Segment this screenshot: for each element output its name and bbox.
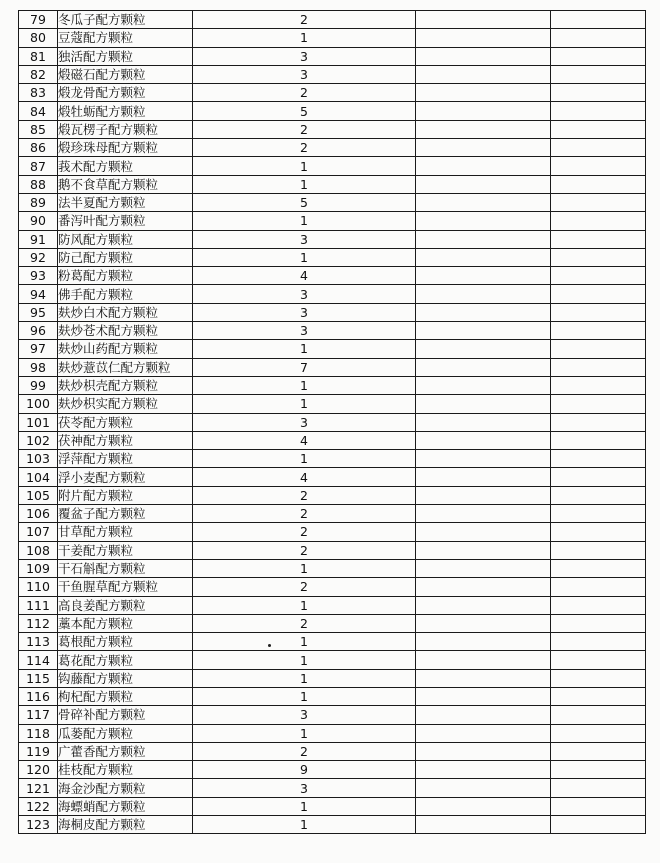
row-number-cell: 103: [19, 450, 58, 468]
table-row: [19, 120, 646, 138]
row-number-cell: 113: [19, 633, 58, 651]
table-row: [19, 139, 646, 157]
empty-cell: [416, 193, 551, 211]
row-number-cell: 83: [19, 84, 58, 102]
row-number-cell: 119: [19, 742, 58, 760]
empty-cell: [551, 468, 646, 486]
quantity-cell: 1: [193, 340, 416, 358]
row-number-cell: 96: [19, 322, 58, 340]
quantity-cell: 2: [193, 84, 416, 102]
quantity-cell: 1: [193, 450, 416, 468]
herb-name-cell: 瓜蒌配方颗粒: [58, 724, 193, 742]
herb-name-cell: 高良姜配方颗粒: [58, 596, 193, 614]
empty-cell: [416, 468, 551, 486]
herb-name-cell: 茯神配方颗粒: [58, 431, 193, 449]
table-row: [19, 285, 646, 303]
herb-name-cell: 麸炒苍术配方颗粒: [58, 322, 193, 340]
table-row: [19, 578, 646, 596]
empty-cell: [551, 541, 646, 559]
row-number-cell: 109: [19, 559, 58, 577]
herb-name-cell: 浮萍配方颗粒: [58, 450, 193, 468]
empty-cell: [551, 157, 646, 175]
empty-cell: [551, 724, 646, 742]
empty-cell: [551, 669, 646, 687]
table-row: [19, 559, 646, 577]
quantity-cell: 1: [193, 29, 416, 47]
quantity-cell: 4: [193, 267, 416, 285]
table-row: [19, 651, 646, 669]
herb-name-cell: 葛根配方颗粒: [58, 633, 193, 651]
empty-cell: [551, 47, 646, 65]
empty-cell: [551, 65, 646, 83]
quantity-cell: 4: [193, 431, 416, 449]
empty-cell: [551, 120, 646, 138]
quantity-cell: 1: [193, 212, 416, 230]
quantity-cell: 2: [193, 139, 416, 157]
herb-name-cell: 附片配方颗粒: [58, 486, 193, 504]
table-row: [19, 230, 646, 248]
herb-name-cell: 干姜配方颗粒: [58, 541, 193, 559]
herb-name-cell: 钩藤配方颗粒: [58, 669, 193, 687]
herb-name-cell: 枸杞配方颗粒: [58, 687, 193, 705]
empty-cell: [551, 559, 646, 577]
table-row: [19, 614, 646, 632]
empty-cell: [551, 505, 646, 523]
empty-cell: [416, 322, 551, 340]
table-row: [19, 267, 646, 285]
row-number-cell: 117: [19, 706, 58, 724]
quantity-cell: 1: [193, 596, 416, 614]
empty-cell: [551, 450, 646, 468]
herb-name-cell: 麸炒白术配方颗粒: [58, 303, 193, 321]
row-number-cell: 100: [19, 395, 58, 413]
herb-name-cell: 法半夏配方颗粒: [58, 193, 193, 211]
empty-cell: [416, 724, 551, 742]
herb-name-cell: 煅龙骨配方颗粒: [58, 84, 193, 102]
empty-cell: [416, 248, 551, 266]
herb-name-cell: 豆蔻配方颗粒: [58, 29, 193, 47]
herb-name-cell: 骨碎补配方颗粒: [58, 706, 193, 724]
quantity-cell: 5: [193, 102, 416, 120]
quantity-cell: 2: [193, 614, 416, 632]
empty-cell: [416, 578, 551, 596]
row-number-cell: 122: [19, 797, 58, 815]
table-row: [19, 431, 646, 449]
quantity-cell: 3: [193, 65, 416, 83]
empty-cell: [416, 596, 551, 614]
table-row: [19, 413, 646, 431]
herb-name-cell: 甘草配方颗粒: [58, 523, 193, 541]
empty-cell: [416, 505, 551, 523]
herb-name-cell: 鹅不食草配方颗粒: [58, 175, 193, 193]
quantity-cell: 1: [193, 559, 416, 577]
empty-cell: [551, 322, 646, 340]
empty-cell: [416, 340, 551, 358]
quantity-cell: 2: [193, 541, 416, 559]
empty-cell: [416, 779, 551, 797]
quantity-cell: 2: [193, 120, 416, 138]
empty-cell: [551, 248, 646, 266]
empty-cell: [551, 303, 646, 321]
quantity-cell: 1: [193, 816, 416, 834]
empty-cell: [416, 358, 551, 376]
row-number-cell: 102: [19, 431, 58, 449]
empty-cell: [416, 486, 551, 504]
row-number-cell: 87: [19, 157, 58, 175]
quantity-cell: 2: [193, 505, 416, 523]
quantity-cell: 9: [193, 761, 416, 779]
table-row: [19, 724, 646, 742]
table-row: [19, 541, 646, 559]
herb-name-cell: 防风配方颗粒: [58, 230, 193, 248]
table-row: [19, 761, 646, 779]
empty-cell: [416, 65, 551, 83]
herb-name-cell: 番泻叶配方颗粒: [58, 212, 193, 230]
table-row: [19, 505, 646, 523]
row-number-cell: 112: [19, 614, 58, 632]
herb-granule-table: [18, 10, 646, 834]
table-row: [19, 157, 646, 175]
quantity-cell: 7: [193, 358, 416, 376]
empty-cell: [551, 761, 646, 779]
empty-cell: [416, 559, 551, 577]
table-row: [19, 797, 646, 815]
empty-cell: [551, 193, 646, 211]
empty-cell: [551, 212, 646, 230]
herb-name-cell: 藁本配方颗粒: [58, 614, 193, 632]
row-number-cell: 92: [19, 248, 58, 266]
row-number-cell: 88: [19, 175, 58, 193]
row-number-cell: 116: [19, 687, 58, 705]
quantity-cell: 4: [193, 468, 416, 486]
row-number-cell: 84: [19, 102, 58, 120]
empty-cell: [551, 102, 646, 120]
table-row: [19, 84, 646, 102]
empty-cell: [416, 376, 551, 394]
empty-cell: [551, 742, 646, 760]
quantity-cell: 3: [193, 303, 416, 321]
quantity-cell: 1: [193, 248, 416, 266]
herb-name-cell: 粉葛配方颗粒: [58, 267, 193, 285]
herb-name-cell: 葛花配方颗粒: [58, 651, 193, 669]
row-number-cell: 97: [19, 340, 58, 358]
table-row: [19, 47, 646, 65]
empty-cell: [551, 651, 646, 669]
herb-name-cell: 煅磁石配方颗粒: [58, 65, 193, 83]
row-number-cell: 110: [19, 578, 58, 596]
empty-cell: [416, 29, 551, 47]
row-number-cell: 108: [19, 541, 58, 559]
row-number-cell: 93: [19, 267, 58, 285]
herb-name-cell: 佛手配方颗粒: [58, 285, 193, 303]
herb-name-cell: 海桐皮配方颗粒: [58, 816, 193, 834]
quantity-cell: 1: [193, 797, 416, 815]
herb-name-cell: 防己配方颗粒: [58, 248, 193, 266]
row-number-cell: 99: [19, 376, 58, 394]
empty-cell: [416, 102, 551, 120]
row-number-cell: 81: [19, 47, 58, 65]
table-row: [19, 376, 646, 394]
empty-cell: [416, 120, 551, 138]
empty-cell: [551, 267, 646, 285]
quantity-cell: 2: [193, 486, 416, 504]
row-number-cell: 86: [19, 139, 58, 157]
row-number-cell: 101: [19, 413, 58, 431]
empty-cell: [416, 230, 551, 248]
quantity-cell: 1: [193, 687, 416, 705]
table-row: [19, 816, 646, 834]
row-number-cell: 104: [19, 468, 58, 486]
empty-cell: [551, 340, 646, 358]
empty-cell: [416, 687, 551, 705]
row-number-cell: 98: [19, 358, 58, 376]
row-number-cell: 80: [19, 29, 58, 47]
quantity-cell: 2: [193, 11, 416, 29]
row-number-cell: 89: [19, 193, 58, 211]
empty-cell: [416, 84, 551, 102]
empty-cell: [551, 797, 646, 815]
quantity-cell: 3: [193, 322, 416, 340]
table-row: [19, 303, 646, 321]
row-number-cell: 90: [19, 212, 58, 230]
empty-cell: [551, 175, 646, 193]
herb-name-cell: 煅珍珠母配方颗粒: [58, 139, 193, 157]
empty-cell: [416, 157, 551, 175]
table-row: [19, 248, 646, 266]
herb-name-cell: 冬瓜子配方颗粒: [58, 11, 193, 29]
row-number-cell: 123: [19, 816, 58, 834]
table-row: [19, 322, 646, 340]
table-row: [19, 193, 646, 211]
herb-name-cell: 干石斛配方颗粒: [58, 559, 193, 577]
quantity-cell: 3: [193, 779, 416, 797]
quantity-cell: 1: [193, 376, 416, 394]
herb-name-cell: 煅瓦楞子配方颗粒: [58, 120, 193, 138]
row-number-cell: 82: [19, 65, 58, 83]
empty-cell: [551, 578, 646, 596]
table-row: [19, 29, 646, 47]
herb-name-cell: 茯苓配方颗粒: [58, 413, 193, 431]
stray-dot-mark: [268, 644, 271, 647]
herb-name-cell: 浮小麦配方颗粒: [58, 468, 193, 486]
empty-cell: [551, 523, 646, 541]
quantity-cell: 2: [193, 578, 416, 596]
quantity-cell: 3: [193, 413, 416, 431]
herb-name-cell: 独活配方颗粒: [58, 47, 193, 65]
quantity-cell: 3: [193, 285, 416, 303]
table-row: [19, 102, 646, 120]
empty-cell: [551, 431, 646, 449]
table-row: [19, 706, 646, 724]
quantity-cell: 3: [193, 47, 416, 65]
herb-name-cell: 麸炒薏苡仁配方颗粒: [58, 358, 193, 376]
table-body: [19, 11, 646, 834]
empty-cell: [551, 816, 646, 834]
empty-cell: [416, 797, 551, 815]
quantity-cell: 1: [193, 651, 416, 669]
empty-cell: [551, 139, 646, 157]
quantity-cell: 5: [193, 193, 416, 211]
empty-cell: [416, 651, 551, 669]
empty-cell: [551, 413, 646, 431]
empty-cell: [551, 285, 646, 303]
quantity-cell: 3: [193, 706, 416, 724]
empty-cell: [551, 633, 646, 651]
herb-name-cell: 干鱼腥草配方颗粒: [58, 578, 193, 596]
empty-cell: [551, 779, 646, 797]
quantity-cell: 1: [193, 395, 416, 413]
table-row: [19, 486, 646, 504]
quantity-cell: 1: [193, 669, 416, 687]
quantity-cell: 1: [193, 724, 416, 742]
table-row: [19, 633, 646, 651]
empty-cell: [416, 395, 551, 413]
row-number-cell: 79: [19, 11, 58, 29]
empty-cell: [416, 431, 551, 449]
empty-cell: [416, 633, 551, 651]
row-number-cell: 95: [19, 303, 58, 321]
empty-cell: [551, 358, 646, 376]
table-row: [19, 340, 646, 358]
quantity-cell: 1: [193, 175, 416, 193]
row-number-cell: 120: [19, 761, 58, 779]
row-number-cell: 121: [19, 779, 58, 797]
quantity-cell: 1: [193, 157, 416, 175]
empty-cell: [416, 303, 551, 321]
empty-cell: [551, 376, 646, 394]
empty-cell: [416, 285, 551, 303]
row-number-cell: 106: [19, 505, 58, 523]
empty-cell: [416, 706, 551, 724]
herb-name-cell: 海金沙配方颗粒: [58, 779, 193, 797]
empty-cell: [551, 596, 646, 614]
row-number-cell: 115: [19, 669, 58, 687]
herb-name-cell: 莪术配方颗粒: [58, 157, 193, 175]
table-row: [19, 358, 646, 376]
row-number-cell: 111: [19, 596, 58, 614]
table-row: [19, 742, 646, 760]
herb-name-cell: 麸炒枳实配方颗粒: [58, 395, 193, 413]
empty-cell: [416, 523, 551, 541]
empty-cell: [416, 541, 551, 559]
table-row: [19, 395, 646, 413]
empty-cell: [416, 816, 551, 834]
herb-name-cell: 广藿香配方颗粒: [58, 742, 193, 760]
empty-cell: [551, 687, 646, 705]
empty-cell: [416, 139, 551, 157]
quantity-cell: 2: [193, 742, 416, 760]
empty-cell: [416, 267, 551, 285]
table-row: [19, 669, 646, 687]
table-row: [19, 687, 646, 705]
empty-cell: [551, 486, 646, 504]
row-number-cell: 107: [19, 523, 58, 541]
table-row: [19, 65, 646, 83]
table-row: [19, 596, 646, 614]
table-row: [19, 11, 646, 29]
table-row: [19, 175, 646, 193]
row-number-cell: 114: [19, 651, 58, 669]
row-number-cell: 85: [19, 120, 58, 138]
quantity-cell: 2: [193, 523, 416, 541]
herb-name-cell: 海螵蛸配方颗粒: [58, 797, 193, 815]
empty-cell: [416, 450, 551, 468]
empty-cell: [551, 29, 646, 47]
table-row: [19, 523, 646, 541]
empty-cell: [416, 413, 551, 431]
herb-name-cell: 桂枝配方颗粒: [58, 761, 193, 779]
empty-cell: [551, 614, 646, 632]
empty-cell: [551, 706, 646, 724]
row-number-cell: 91: [19, 230, 58, 248]
table-row: [19, 450, 646, 468]
empty-cell: [551, 84, 646, 102]
table-row: [19, 212, 646, 230]
empty-cell: [416, 11, 551, 29]
empty-cell: [416, 614, 551, 632]
empty-cell: [551, 11, 646, 29]
table-row: [19, 468, 646, 486]
empty-cell: [416, 175, 551, 193]
herb-name-cell: 麸炒山药配方颗粒: [58, 340, 193, 358]
empty-cell: [416, 761, 551, 779]
herb-name-cell: 覆盆子配方颗粒: [58, 505, 193, 523]
empty-cell: [416, 742, 551, 760]
quantity-cell: 1: [193, 633, 416, 651]
row-number-cell: 94: [19, 285, 58, 303]
empty-cell: [416, 47, 551, 65]
row-number-cell: 105: [19, 486, 58, 504]
row-number-cell: 118: [19, 724, 58, 742]
empty-cell: [416, 212, 551, 230]
empty-cell: [416, 669, 551, 687]
empty-cell: [551, 230, 646, 248]
herb-name-cell: 煅牡蛎配方颗粒: [58, 102, 193, 120]
empty-cell: [551, 395, 646, 413]
herb-name-cell: 麸炒枳壳配方颗粒: [58, 376, 193, 394]
quantity-cell: 3: [193, 230, 416, 248]
table-row: [19, 779, 646, 797]
